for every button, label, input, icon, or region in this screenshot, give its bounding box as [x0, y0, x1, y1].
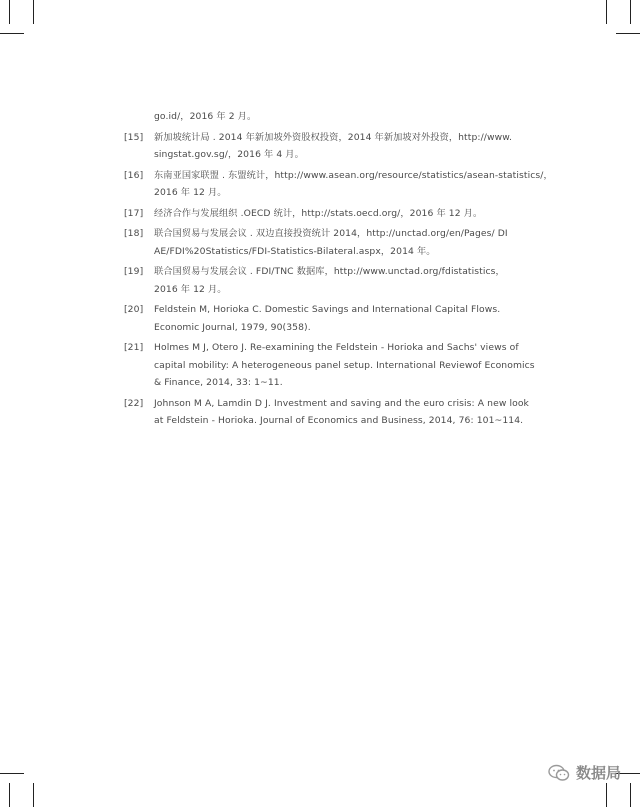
reference-number: [18] [124, 228, 144, 239]
reference-item [124, 395, 544, 430]
crop-mark [606, 783, 607, 807]
reference-text: 联合国贸易与发展会议 . 双边直接投资统计 2014，http://unctad.org/en/Pages/ DI [154, 228, 508, 239]
crop-mark [9, 0, 10, 24]
reference-text: Feldstein M, Horioka C. Domestic Savings and International Capital Flows. [154, 304, 501, 315]
reference-text: 2016 年 12 月。 [154, 187, 227, 198]
crop-mark [33, 0, 34, 24]
reference-text: & Finance, 2014, 33: 1~11. [154, 377, 283, 388]
watermark [548, 762, 621, 783]
reference-text: 联合国贸易与发展会议 . FDI/TNC 数据库，http://www.unctad.org/fdistatistics， [154, 266, 505, 277]
reference-text: Johnson M A, Lamdin D J. Investment and saving and the euro crisis: A new look [154, 397, 529, 409]
reference-number: [22] [124, 397, 144, 409]
reference-number: [19] [124, 266, 144, 277]
reference-text: 经济合作与发展组织 .OECD 统计，http://stats.oecd.org/，2016 年 12 月。 [154, 207, 483, 219]
crop-mark [33, 783, 34, 807]
reference-text: 新加坡统计局 . 2014 年新加坡外资股权投资，2014 年新加坡对外投资，http://www. [154, 131, 513, 143]
crop-mark [616, 33, 640, 34]
reference-number: [20] [124, 304, 144, 315]
wechat-icon [548, 764, 570, 782]
reference-text: AE/FDI%20Statistics/FDI-Statistics-Bilateral.aspx，2014 年。 [154, 245, 436, 257]
crop-mark [9, 783, 10, 807]
reference-item [124, 263, 544, 298]
reference-text: at Feldstein - Horioka. Journal of Economics and Business, 2014, 76: 101~114. [154, 415, 524, 426]
reference-item [124, 129, 544, 164]
crop-mark [0, 773, 24, 774]
reference-number: [16] [124, 169, 144, 181]
reference-item [124, 205, 544, 223]
reference-item [124, 339, 544, 392]
reference-text: singstat.gov.sg/，2016 年 4 月。 [154, 149, 304, 160]
crop-mark [0, 33, 24, 34]
reference-list [124, 108, 553, 430]
reference-number: [15] [124, 131, 144, 143]
reference-continuation: go.id/，2016 年 2 月。 [154, 111, 257, 122]
reference-item [124, 301, 544, 336]
watermark-text: 数据局 [576, 764, 622, 782]
reference-text: capital mobility: A heterogeneous panel setup. International Reviewof Economics [154, 359, 535, 371]
reference-number: [17] [124, 207, 144, 219]
reference-item [124, 225, 544, 260]
crop-mark [630, 0, 631, 24]
crop-mark [630, 783, 631, 807]
reference-text: Holmes M J, Otero J. Re-examining the Feldstein - Horioka and Sachs' views of [154, 342, 519, 353]
crop-mark [606, 0, 607, 24]
reference-item [124, 167, 553, 202]
reference-text: Economic Journal, 1979, 90(358). [154, 321, 311, 333]
reference-text: 2016 年 12 月。 [154, 283, 227, 295]
reference-text: 东南亚国家联盟 . 东盟统计，http://www.asean.org/resource/statistics/asean-statistics/， [154, 169, 553, 181]
reference-number: [21] [124, 342, 144, 353]
